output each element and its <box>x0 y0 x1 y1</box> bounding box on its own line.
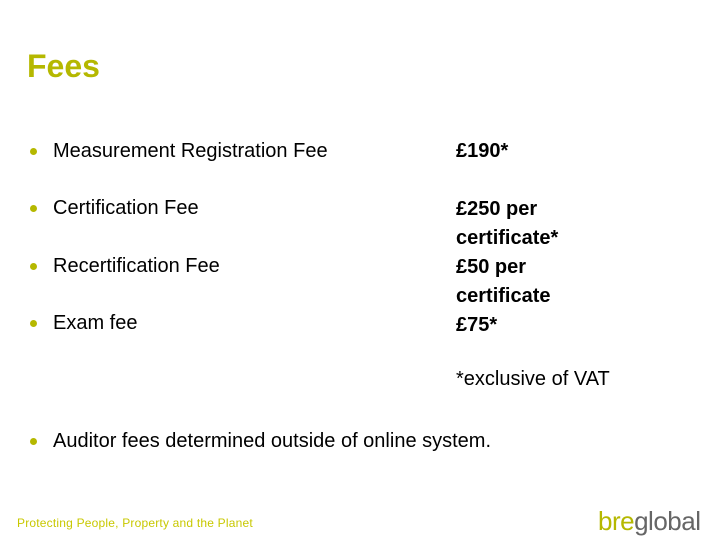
fee-label: Certification Fee <box>53 197 199 219</box>
bullet-icon <box>30 320 37 327</box>
footer-tagline: Protecting People, Property and the Planet <box>17 516 253 530</box>
vat-note: *exclusive of VAT <box>456 368 610 390</box>
bullet-icon <box>30 205 37 212</box>
bullet-icon <box>30 148 37 155</box>
slide-title: Fees <box>27 48 100 84</box>
fee-item-registration <box>30 140 328 163</box>
amount-line: certificate <box>456 285 551 307</box>
amount-line: £50 per <box>456 256 527 278</box>
fee-item-recertification <box>30 255 220 278</box>
fee-item-certification <box>30 197 199 220</box>
fee-label: Recertification Fee <box>53 255 220 277</box>
auditor-note-text: Auditor fees determined outside of online system. <box>53 430 492 452</box>
bullet-icon <box>30 263 37 270</box>
amount-line: £250 per <box>456 198 538 220</box>
fee-item-exam <box>30 312 137 335</box>
amount-line: £75* <box>456 314 498 336</box>
fee-label: Measurement Registration Fee <box>53 140 328 162</box>
bre-global-logo <box>598 506 700 537</box>
logo-global: global <box>634 506 701 536</box>
logo-bre: bre <box>598 506 635 536</box>
bullet-icon <box>30 438 37 445</box>
auditor-note <box>30 430 491 453</box>
amount-registration: £190* <box>456 140 509 162</box>
amount-certification <box>456 195 558 340</box>
fee-label: Exam fee <box>53 312 138 334</box>
amount-line: certificate* <box>456 227 559 249</box>
